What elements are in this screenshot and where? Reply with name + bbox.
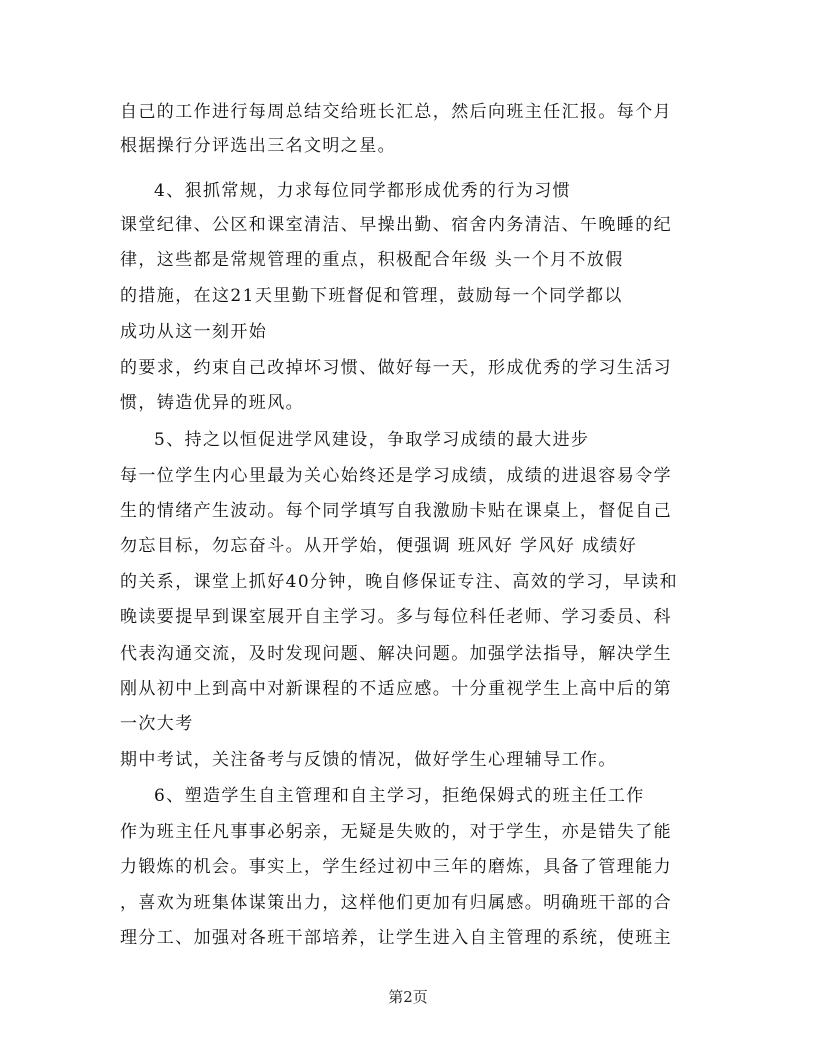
- text-line: 自己的工作进行每周总结交给班长汇总，然后向班主任汇报。每个月: [120, 102, 672, 122]
- text-line: 成功从这一刻开始: [120, 322, 268, 342]
- text-line: 一次大考: [120, 714, 194, 734]
- text-line: 勿忘目标，勿忘奋斗。从开学始，便强调 班风好 学风好 成绩好: [120, 536, 638, 556]
- text-line: 刚从初中上到高中对新课程的不适应感。十分重视学生上高中后的第: [120, 679, 672, 699]
- section-heading: 4、狠抓常规，力求每位同学都形成优秀的行为习惯: [154, 181, 572, 201]
- text-line: 代表沟通交流，及时发现问题、解决问题。加强学法指导，解决学生: [120, 644, 672, 664]
- text-line: 的关系，课堂上抓好40分钟，晚自修保证专注、高效的学习，早读和: [120, 572, 679, 592]
- text-line: 作为班主任凡事事必躬亲，无疑是失败的，对于学生，亦是错失了能: [120, 822, 672, 842]
- text-line: 晚读要提早到课室展开自主学习。多与每位科任老师、学习委员、科: [120, 607, 672, 627]
- text-line: 理分工、加强对各班干部培养，让学生进入自主管理的系统，使班主: [120, 928, 672, 948]
- text-line: 生的情绪产生波动。每个同学填写自我激励卡贴在课桌上，督促自己: [120, 501, 672, 521]
- text-line: 力锻炼的机会。事实上，学生经过初中三年的磨炼，具备了管理能力: [120, 857, 672, 877]
- text-line: 律，这些都是常规管理的重点，积极配合年级 头一个月不放假: [120, 250, 624, 270]
- page-number: 第2页: [388, 988, 428, 1006]
- section-heading: 5、持之以恒促进学风建设，争取学习成绩的最大进步: [154, 430, 590, 450]
- text-line: 的措施，在这21天里勤下班督促和管理，鼓励每一个同学都以: [120, 286, 623, 306]
- section-heading: 6、塑造学生自主管理和自主学习，拒绝保姆式的班主任工作: [154, 786, 645, 806]
- text-line: 期中考试，关注备考与反馈的情况，做好学生心理辅导工作。: [120, 750, 617, 770]
- text-line: 根据操行分评选出三名文明之星。: [120, 136, 396, 156]
- text-line: 惯，铸造优异的班风。: [120, 393, 304, 413]
- text-line: 的要求，约束自己改掉坏习惯、做好每一天，形成优秀的学习生活习: [120, 358, 672, 378]
- text-line: ，喜欢为班集体谋策出力，这样他们更加有归属感。明确班干部的合: [120, 893, 672, 913]
- text-line: 课堂纪律、公区和课室清洁、早操出勤、宿舍内务清洁、午晚睡的纪: [120, 215, 672, 235]
- text-line: 每一位学生内心里最为关心始终还是学习成绩，成绩的进退容易令学: [120, 466, 672, 486]
